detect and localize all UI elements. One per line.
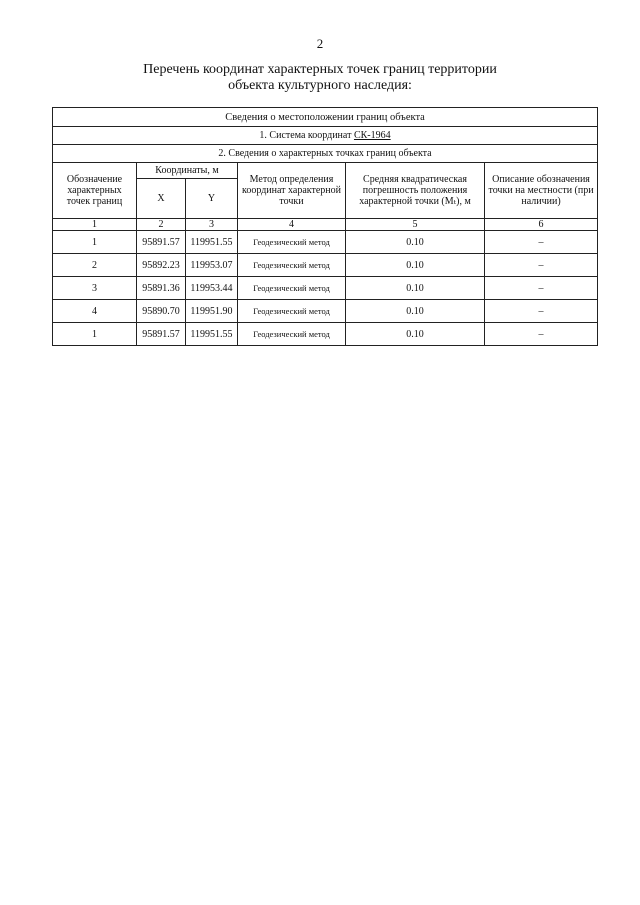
error-cell: 0.10: [346, 300, 485, 323]
point-cell: 4: [53, 300, 137, 323]
method-cell: [238, 300, 346, 323]
description-cell: –: [485, 254, 598, 277]
document-title: [0, 62, 640, 94]
points-info-label: 2. Сведения о характерных точках границ объекта: [53, 145, 598, 163]
title-line-2: объекта культурного наследия:: [228, 78, 412, 93]
point-cell: 2: [53, 254, 137, 277]
point-cell: 3: [53, 277, 137, 300]
column-number: 2: [137, 219, 186, 231]
y-cell: 119953.07: [186, 254, 238, 277]
column-number: 4: [238, 219, 346, 231]
error-cell: 0.10: [346, 254, 485, 277]
error-cell: 0.10: [346, 277, 485, 300]
method-cell: [238, 254, 346, 277]
table-row: [53, 300, 598, 323]
coord-system-value: СК-1964: [353, 130, 391, 141]
header-designation: Обозначение характерных точек границ: [53, 163, 137, 219]
table-row: [53, 323, 598, 346]
header-error: Средняя квадратическая погрешность положения характерной точки (Mₜ), м: [346, 163, 485, 219]
description-cell: –: [485, 300, 598, 323]
y-cell: 119953.44: [186, 277, 238, 300]
x-cell: 95891.57: [137, 231, 186, 254]
point-cell: 1: [53, 231, 137, 254]
header-description: Описание обозначения точки на местности (при наличии): [485, 163, 598, 219]
point-cell: 1: [53, 323, 137, 346]
x-cell: 95891.36: [137, 277, 186, 300]
header-coordinates: Координаты, м: [137, 163, 238, 179]
description-cell: –: [485, 231, 598, 254]
coord-system-row: [53, 127, 598, 145]
description-cell: –: [485, 277, 598, 300]
table-row: [53, 254, 598, 277]
header-y: Y: [186, 179, 238, 219]
method-text: Геодезический метод: [253, 328, 330, 339]
y-cell: 119951.55: [186, 323, 238, 346]
y-cell: 119951.55: [186, 231, 238, 254]
method-text: Геодезический метод: [253, 236, 330, 247]
x-cell: 95891.57: [137, 323, 186, 346]
coord-system-label: 1. Система координат: [259, 130, 352, 141]
method-text: Геодезический метод: [253, 282, 330, 293]
header-method: Метод определения координат характерной точки: [238, 163, 346, 219]
column-number: 3: [186, 219, 238, 231]
method-cell: [238, 323, 346, 346]
method-cell: [238, 277, 346, 300]
method-cell: [238, 231, 346, 254]
table-row: [53, 231, 598, 254]
x-cell: 95890.70: [137, 300, 186, 323]
y-cell: 119951.90: [186, 300, 238, 323]
column-number: 6: [485, 219, 598, 231]
method-text: Геодезический метод: [253, 259, 330, 270]
x-cell: 95892.23: [137, 254, 186, 277]
coordinates-table: [52, 107, 598, 346]
method-text: Геодезический метод: [253, 305, 330, 316]
error-cell: 0.10: [346, 323, 485, 346]
section-header: Сведения о местоположении границ объекта: [53, 108, 598, 127]
title-line-1: Перечень координат характерных точек границ территории: [143, 62, 497, 77]
description-cell: –: [485, 323, 598, 346]
header-x: X: [137, 179, 186, 219]
column-number: 1: [53, 219, 137, 231]
page-number: 2: [316, 36, 324, 51]
column-number: 5: [346, 219, 485, 231]
error-cell: 0.10: [346, 231, 485, 254]
table-row: [53, 277, 598, 300]
